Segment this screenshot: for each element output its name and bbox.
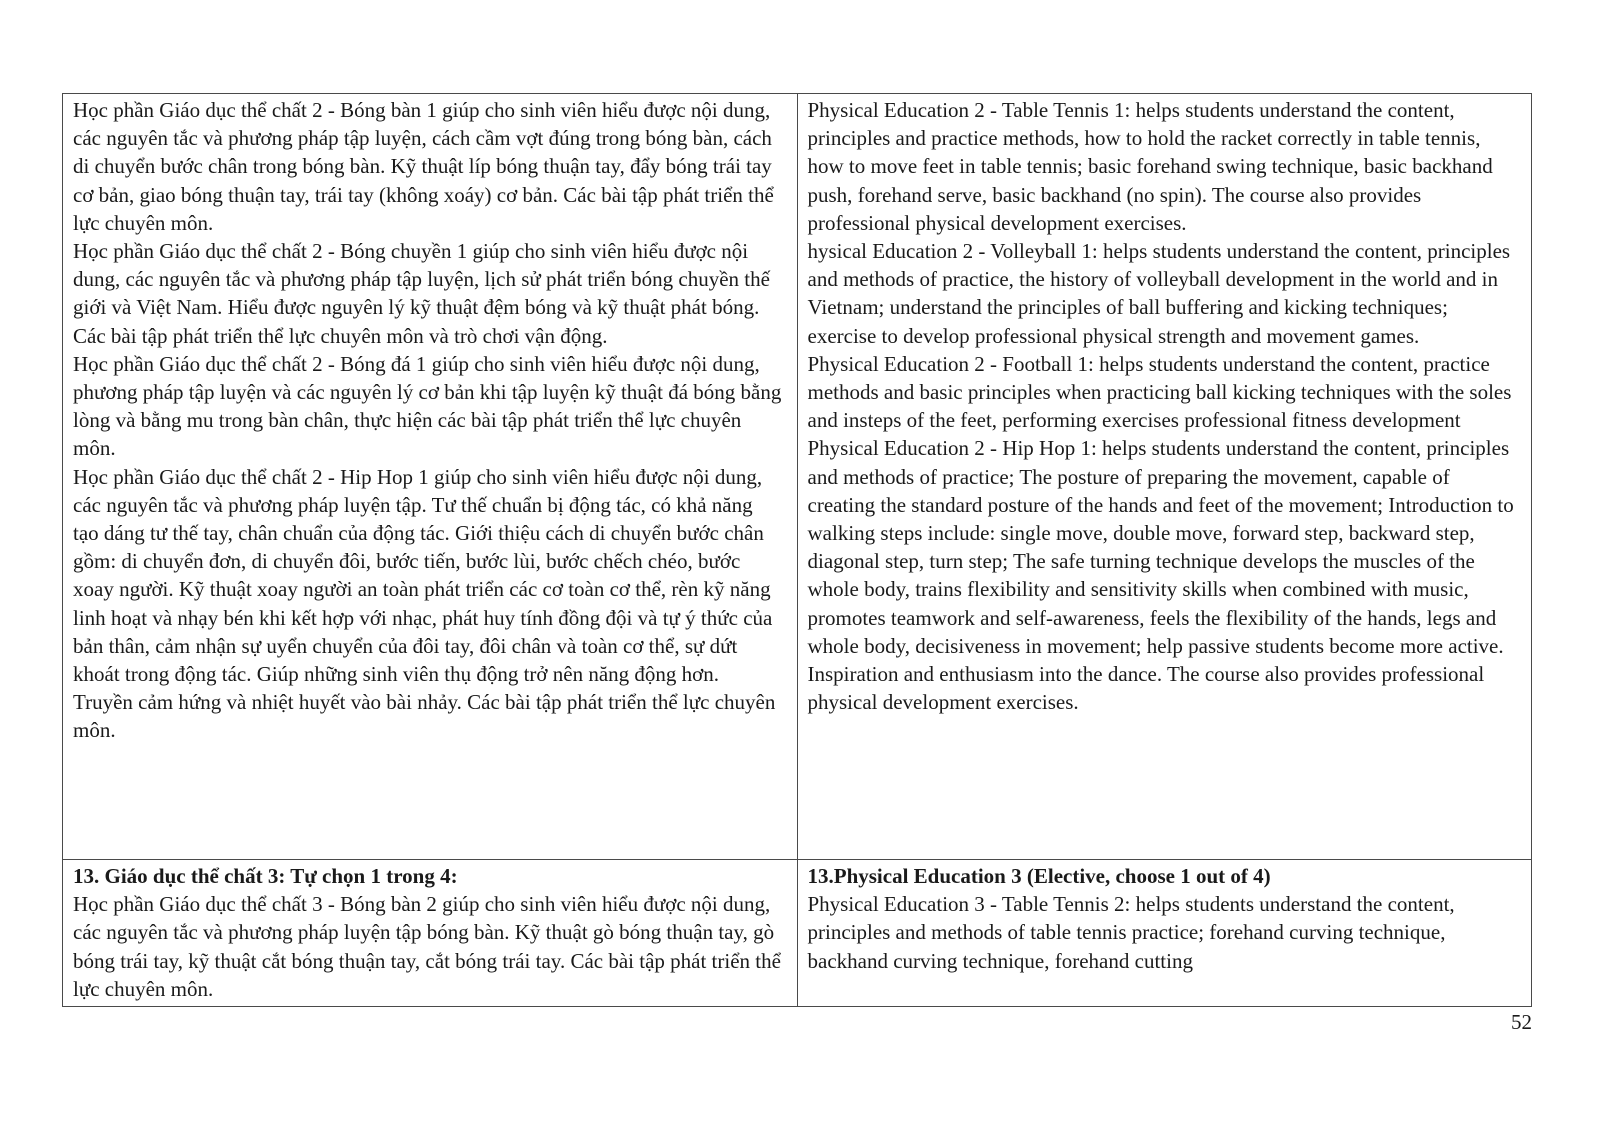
paragraph-en-football-1: Physical Education 2 - Football 1: helps students understand the content, practice methods and basic principles when practicing ball kicking techniques with the soles and insteps of the feet, performing exercises professional fitness development [807,351,1512,433]
cell-vietnamese-pe2 [63,94,798,860]
table-row [63,94,1532,860]
paragraph-vn-table-tennis-1: Học phần Giáo dục thể chất 2 - Bóng bàn 1 giúp cho sinh viên hiểu được nội dung, các nguyên tắc và phương pháp tập luyện, cách cầm vợt đúng trong bóng bàn, cách di chuyển bước chân trong bóng bàn. Kỹ thuật líp bóng thuận tay, đẩy bóng trái tay cơ bản, giao bóng thuận tay, trái tay (không xoáy) cơ bản. Các bài tập phát triển thể lực chuyên môn. [73,98,774,235]
page-number: 52 [1511,1010,1532,1034]
heading-vn-pe3: 13. Giáo dục thể chất 3: Tự chọn 1 trong 4: [73,864,458,888]
paragraph-en-volleyball-1: hysical Education 2 - Volleyball 1: helps students understand the content, principles and methods of practice, the history of volleyball development in the world and in Vietnam; understand the principles of ball buffering and kicking techniques; exercise to develop professional physical strength and movement games. [807,239,1511,348]
paragraph-vn-volleyball-1: Học phần Giáo dục thể chất 2 - Bóng chuyền 1 giúp cho sinh viên hiểu được nội dung, các nguyên tắc và phương pháp tập luyện, lịch sử phát triển bóng chuyền thế giới và Việt Nam. Hiểu được nguyên lý kỹ thuật đệm bóng và kỹ thuật phát bóng. Các bài tập phát triển thể lực chuyên môn và trò chơi vận động. [73,239,770,348]
paragraph-vn-football-1: Học phần Giáo dục thể chất 2 - Bóng đá 1 giúp cho sinh viên hiểu được nội dung, phương pháp tập luyện và các nguyên lý cơ bản khi tập luyện kỹ thuật đá bóng bằng lòng và bằng mu trong bàn chân, thực hiện các bài tập phát triển thể lực chuyên môn. [73,351,782,461]
course-description-table [62,93,1532,1007]
paragraph-vn-table-tennis-2: Học phần Giáo dục thể chất 3 - Bóng bàn 2 giúp cho sinh viên hiểu được nội dung, các nguyên tắc và phương pháp luyện tập bóng bàn. Kỹ thuật gò bóng thuận tay, gò bóng trái tay, kỹ thuật cắt bóng thuận tay, cắt bóng trái tay. Các bài tập phát triển thể lực chuyên môn. [73,892,781,1001]
paragraph-en-table-tennis-2: Physical Education 3 - Table Tennis 2: helps students understand the content, principles and methods of table tennis practice; forehand curving technique, backhand curving technique, forehand cutting [807,892,1455,973]
table-row [63,860,1532,1007]
cell-vietnamese-pe3 [63,860,798,1007]
paragraph-vn-hiphop-1: Học phần Giáo dục thể chất 2 - Hip Hop 1 giúp cho sinh viên hiểu được nội dung, các nguyên tắc và phương pháp luyện tập. Tư thế chuẩn bị động tác, có khả năng tạo dáng tư thế tay, chân chuẩn của động tác. Giới thiệu cách di chuyển bước chân gồm: di chuyển đơn, di chuyển đôi, bước tiến, bước lùi, bước chếch chéo, bước xoay người. Kỹ thuật xoay người an toàn phát triển các cơ toàn cơ thể, rèn kỹ năng linh hoạt và nhạy bén khi kết hợp với nhạc, phát huy tính đồng đội và tự ý thức của bản thân, cảm nhận sự uyển chuyển của đôi tay, đôi chân và toàn cơ thể, sự dứt khoát trong động tác. Giúp những sinh viên thụ động trở nên năng động hơn. Truyền cảm hứng và nhiệt huyết vào bài nhảy. Các bài tập phát triển thể lực chuyên môn. [73,464,776,743]
paragraph-en-table-tennis-1: Physical Education 2 - Table Tennis 1: helps students understand the content, principles and practice methods, how to hold the racket correctly in table tennis, how to move feet in table tennis; basic forehand swing technique, basic backhand push, forehand serve, basic backhand (no spin). The course also provides professional physical development exercises. [807,98,1493,235]
cell-english-pe3 [797,860,1532,1007]
paragraph-en-hiphop-1: Physical Education 2 - Hip Hop 1: helps students understand the content, principles and methods of practice; The posture of preparing the movement, capable of creating the standard posture of the hands and feet of the movement; Introduction to walking steps include: single move, double move, forward step, backward step, diagonal step, turn step; The safe turning technique develops the muscles of the whole body, trains flexibility and sensitivity skills when combined with music, promotes teamwork and self-awareness, feels the flexibility of the hands, legs and whole body, decisiveness in movement; help passive students become more active. Inspiration and enthusiasm into the dance. The course also provides professional physical development exercises. [807,436,1514,715]
heading-en-pe3: 13.Physical Education 3 (Elective, choose 1 out of 4) [807,864,1271,888]
cell-english-pe2 [797,94,1532,860]
